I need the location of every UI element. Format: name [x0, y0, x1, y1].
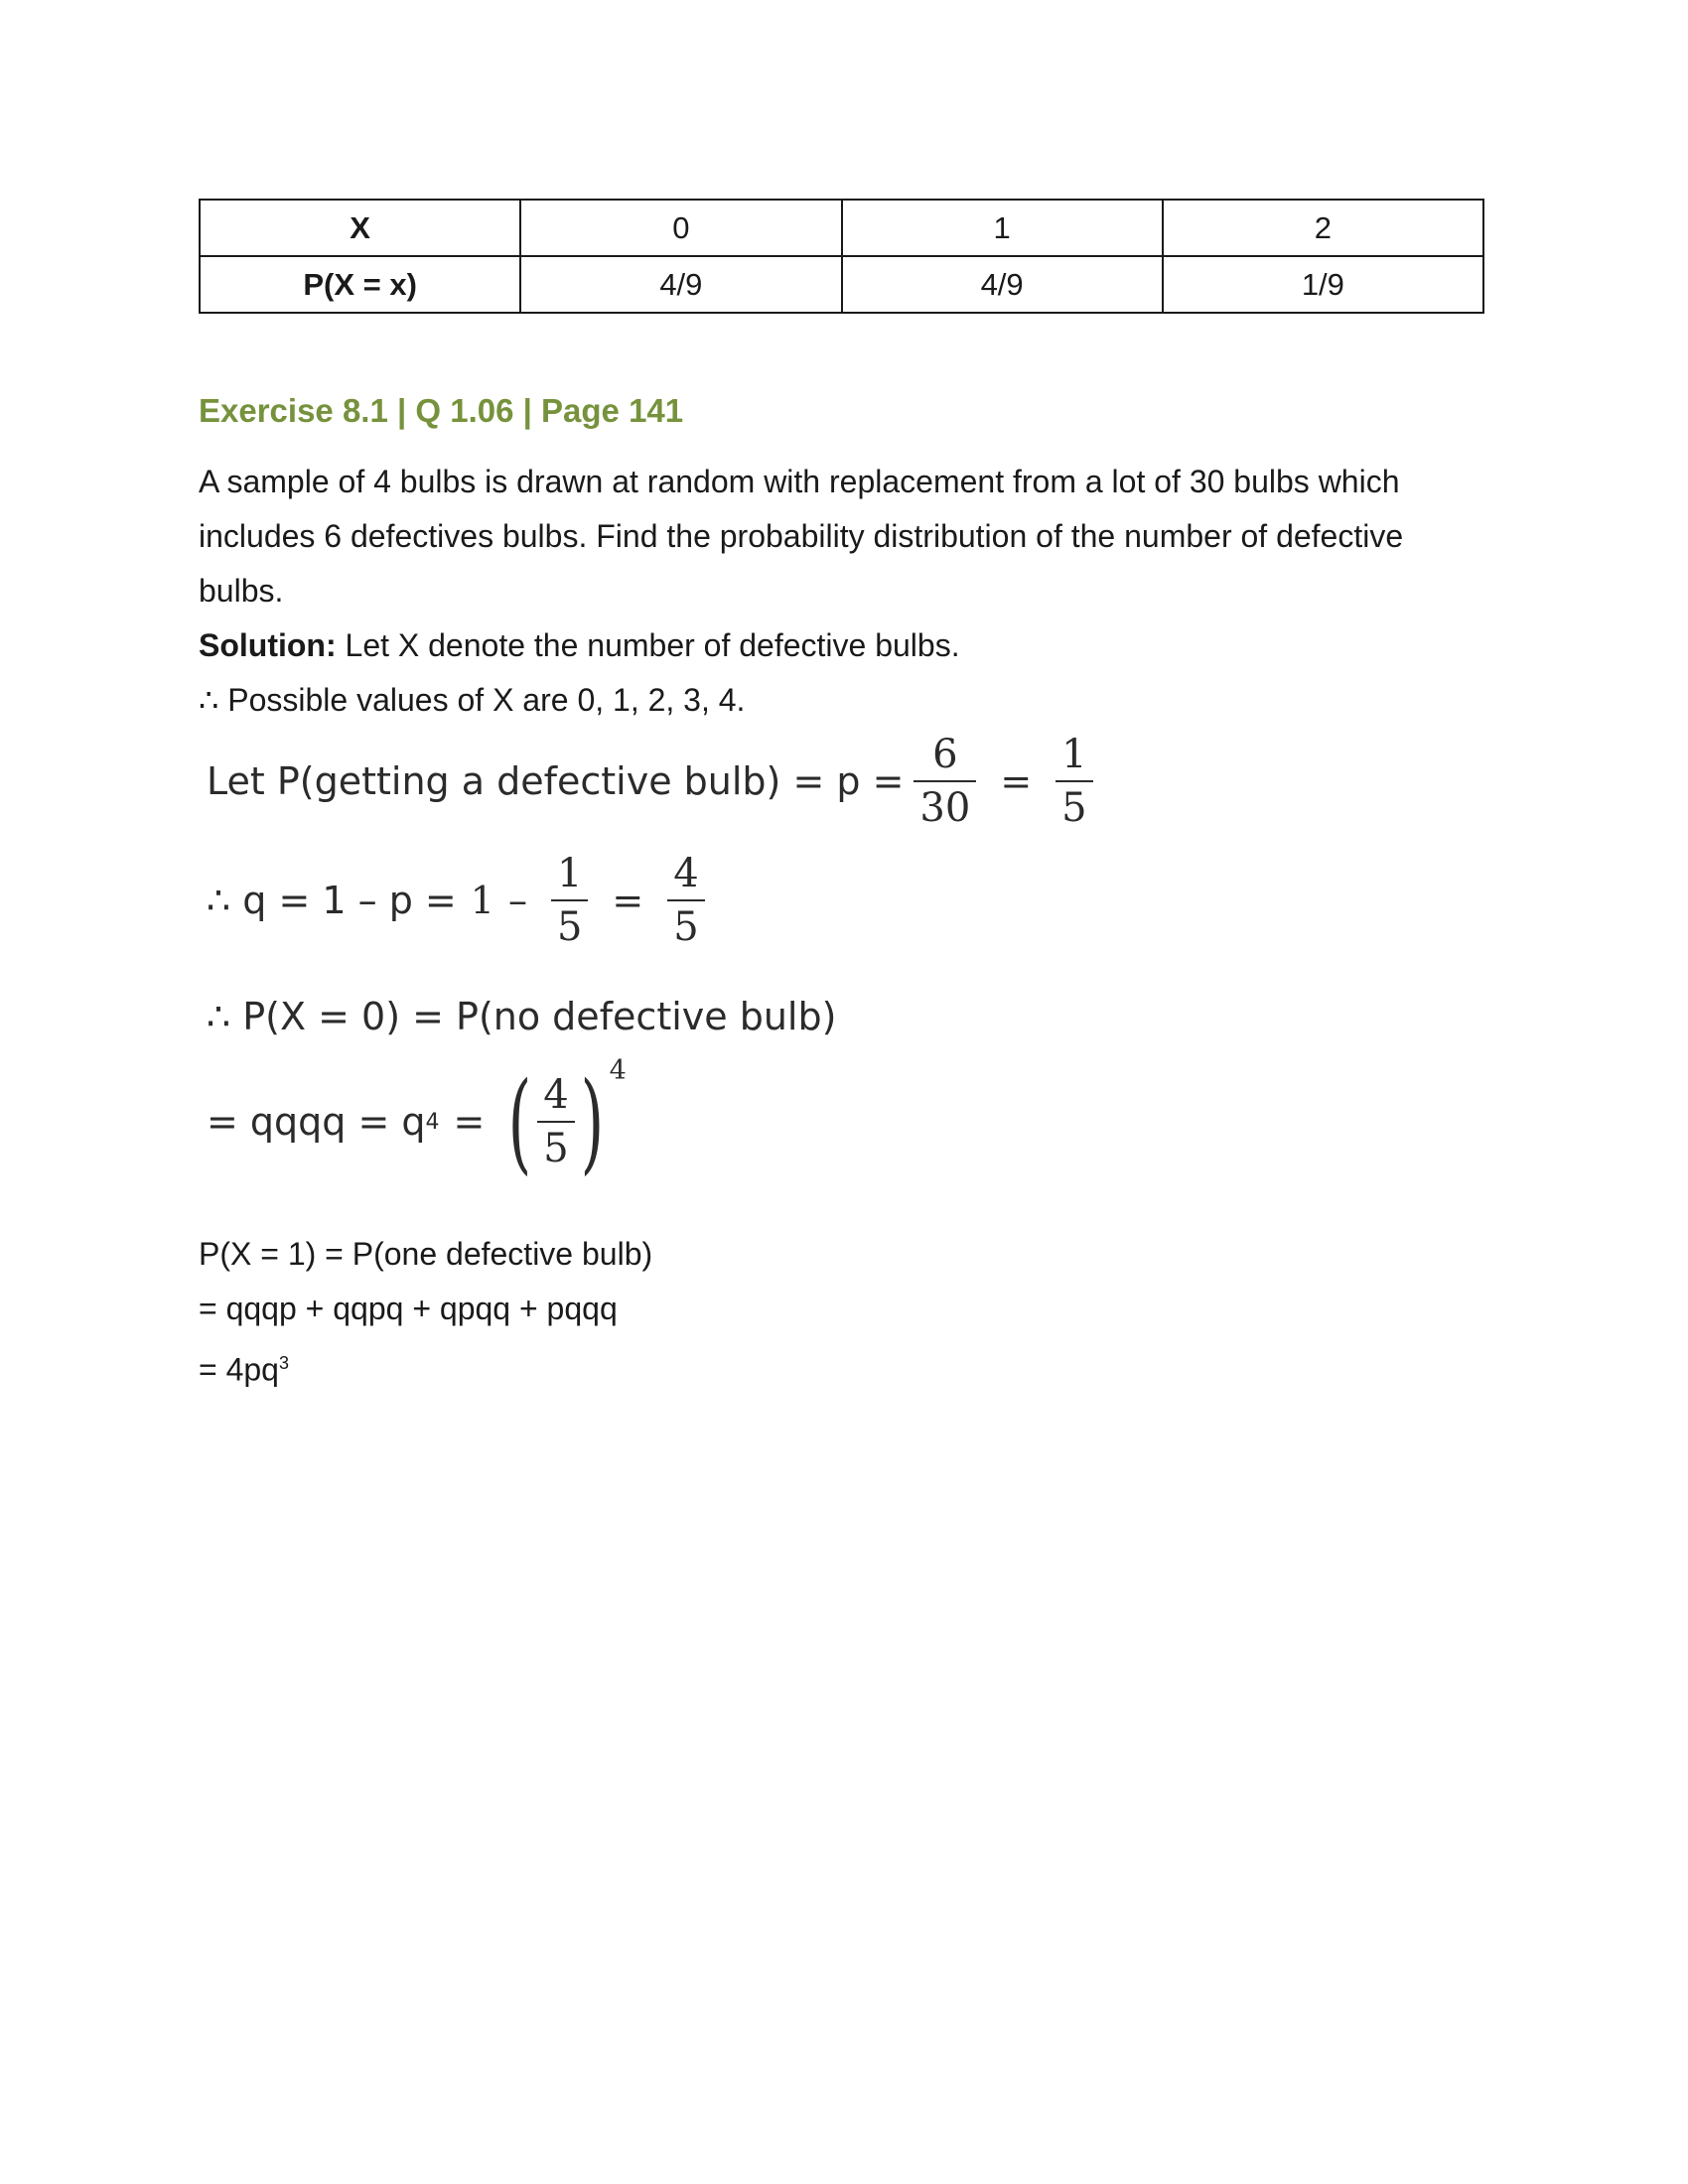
numerator: 6: [932, 732, 958, 777]
math-text: 1: [470, 879, 494, 922]
exponent: 4: [609, 1054, 627, 1086]
px1-line: P(X = 1) = P(one defective bulb): [199, 1236, 653, 1272]
denominator: 30: [914, 780, 976, 830]
numerator: 1: [1061, 732, 1087, 777]
math-text: ∴ P(X = 0) = P(no defective bulb): [207, 995, 837, 1038]
denominator: 5: [667, 899, 704, 949]
math-line-qqqq: [207, 1054, 631, 1185]
solution-line: [199, 618, 1489, 673]
possible-values-line: ∴ Possible values of X are 0, 1, 2, 3, 4.: [199, 682, 746, 718]
exercise-heading: Exercise 8.1 | Q 1.06 | Page 141: [199, 392, 684, 429]
solution-label: Solution:: [199, 627, 337, 663]
table-cell: X: [200, 200, 520, 256]
table-cell: P(X = x): [200, 256, 520, 313]
fraction: [537, 1073, 574, 1170]
math-text: = qqqq = q: [207, 1100, 426, 1144]
question-text: A sample of 4 bulbs is drawn at random with replacement from a lot of 30 bulbs which includes 6 defectives bulbs. Find the probability distribution of the number of defective bulbs.: [199, 464, 1404, 609]
parenthesized-fraction: [498, 1054, 630, 1185]
fraction: [551, 852, 588, 949]
table-cell: 0: [520, 200, 841, 256]
fraction: [667, 852, 704, 949]
math-line-p: [207, 733, 1103, 830]
equals-sign: =: [612, 879, 644, 922]
table-cell: 4/9: [520, 256, 841, 313]
math-text: ∴ q = 1 – p =: [207, 879, 457, 922]
minus-sign: –: [507, 879, 527, 922]
exponent: 4: [425, 1109, 440, 1135]
table-cell: 4/9: [842, 256, 1163, 313]
table-cell: 1: [842, 200, 1163, 256]
numerator: 1: [556, 851, 583, 896]
math-line-q: [207, 852, 715, 949]
fraction: [1055, 733, 1092, 830]
table-cell: 2: [1163, 200, 1483, 256]
solution-text: Let X denote the number of defective bulbs.: [336, 627, 960, 663]
table-row: [200, 256, 1483, 313]
table-cell: 1/9: [1163, 256, 1483, 313]
right-paren: ): [580, 1058, 605, 1185]
denominator: 5: [551, 899, 588, 949]
left-paren: (: [508, 1058, 532, 1185]
equals-sign: =: [453, 1100, 486, 1144]
exponent: 3: [278, 1353, 289, 1373]
table-row: [200, 200, 1483, 256]
denominator: 5: [1055, 780, 1092, 830]
math-text: = 4pq: [199, 1351, 279, 1388]
denominator: 5: [537, 1121, 574, 1170]
numerator: 4: [543, 1072, 569, 1118]
numerator: 4: [673, 851, 699, 896]
math-text: Let P(getting a defective bulb) = p =: [207, 759, 905, 803]
math-line-px0: [207, 995, 836, 1038]
px1-expansion-line: = qqqp + qqpq + qpqq + pqqq: [199, 1291, 618, 1326]
fraction: [914, 733, 976, 830]
equals-sign: =: [1000, 759, 1033, 803]
px1-result-line: [199, 1336, 1489, 1398]
probability-distribution-table: [199, 199, 1484, 314]
